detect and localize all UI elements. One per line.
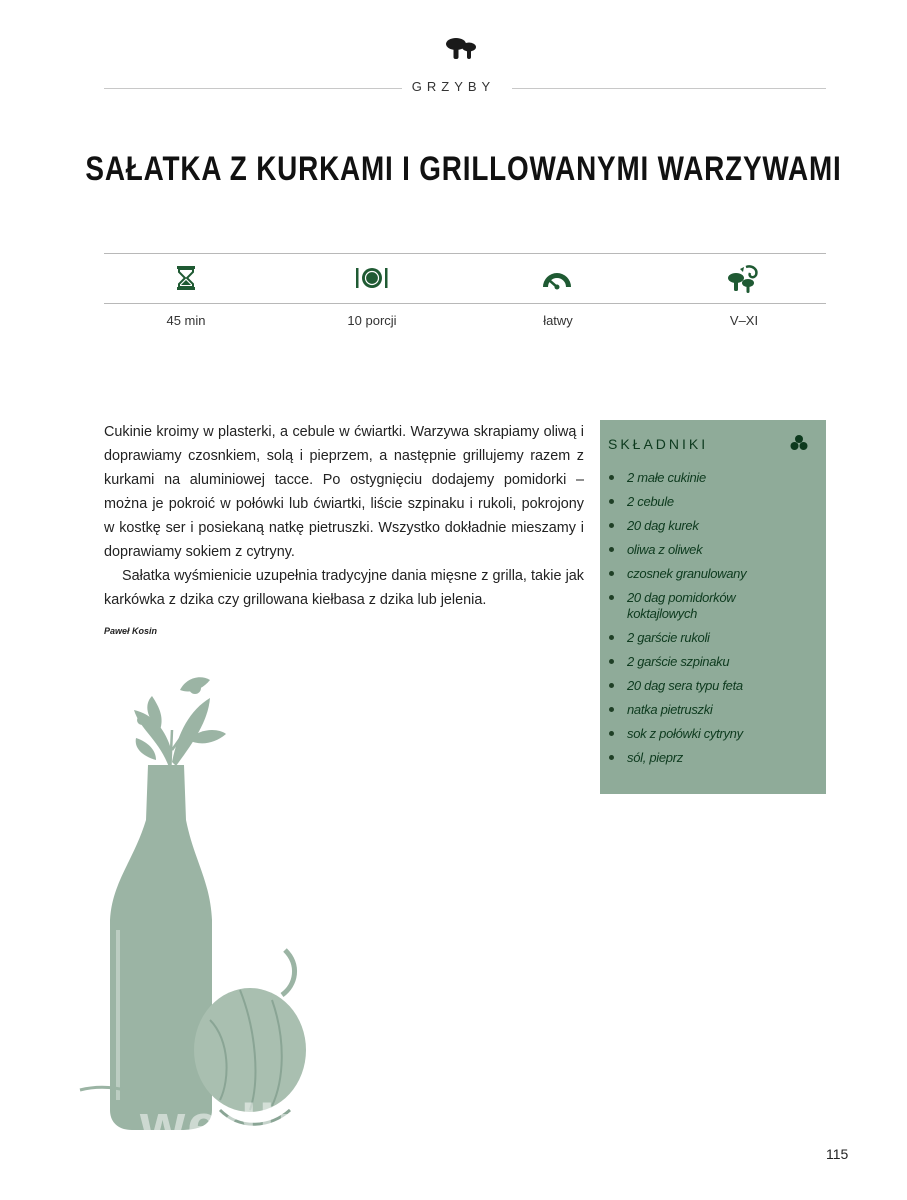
ingredients-title: SKŁADNIKI — [608, 436, 709, 452]
bullet-icon — [609, 755, 614, 760]
instructions-paragraph-2: Sałatka wyśmienicie uzupełnia tradycyjne dania mięsne z grilla, takie jak karkówka z dzika czy grillowana kiełbasa z dzika lub jelenia. — [104, 568, 584, 608]
bullet-icon — [609, 731, 614, 736]
info-rule-top — [104, 253, 826, 254]
bullet-icon — [609, 499, 614, 504]
recipe-instructions — [104, 420, 584, 612]
info-rule-bottom — [104, 303, 826, 304]
time-value: 45 min — [166, 313, 206, 328]
list-item: 20 dag pomidorków koktajlowych — [608, 590, 777, 622]
bullet-icon — [609, 707, 614, 712]
recipe-title: SAŁATKA Z KURKAMI I GRILLOWANYMI WARZYWAMI — [85, 150, 842, 188]
bullet-icon — [609, 475, 614, 480]
list-item: czosnek granulowany — [608, 566, 818, 582]
list-item: sól, pieprz — [608, 750, 818, 766]
list-item: 20 dag sera typu feta — [608, 678, 818, 694]
clover-icon — [790, 434, 808, 452]
difficulty-gauge-icon — [539, 265, 575, 291]
list-item: oliwa z oliwek — [608, 542, 818, 558]
list-item: sok z połówki cytryny — [608, 726, 818, 742]
bullet-icon — [609, 523, 614, 528]
servings-value: 10 porcji — [347, 313, 397, 328]
bullet-icon — [609, 659, 614, 664]
author-name: Paweł Kosin — [104, 626, 158, 636]
mushroom-icon — [443, 34, 479, 62]
list-item: 2 cebule — [608, 494, 818, 510]
ingredients-list — [608, 470, 818, 774]
mushroom-leaf-icon — [726, 265, 760, 295]
list-item: natka pietruszki — [608, 702, 818, 718]
list-item: 2 małe cukinie — [608, 470, 818, 486]
plate-cutlery-icon — [354, 265, 390, 291]
instructions-paragraph-1: Cukinie kroimy w plasterki, a cebule w ćwiartki. Warzywa skrapiamy oliwą i doprawiamy czosnkiem, solą i pieprzem, a następnie grillujemy razem z kurkami na aluminiowej tacce. Po ostygnięciu dodajemy pomidorki – można je pokroić w połówki lub ćwiartki, liście szpinaku i rukoli, pokrojony w kostkę ser i posiekaną natkę pietruszki. Wszystko dokładnie mieszamy i doprawiamy sokiem z cytryny. — [104, 424, 584, 560]
bullet-icon — [609, 635, 614, 640]
bullet-icon — [609, 683, 614, 688]
bottle-onion-illustration — [60, 670, 340, 1150]
list-item: 20 dag kurek — [608, 518, 818, 534]
section-label: GRZYBY — [0, 79, 907, 94]
difficulty-value: łatwy — [543, 313, 573, 328]
bullet-icon — [609, 571, 614, 576]
page-number: 115 — [826, 1146, 849, 1162]
bullet-icon — [609, 547, 614, 552]
bullet-icon — [609, 595, 614, 600]
watermark: wedlinydomowe.pl — [140, 1093, 688, 1158]
list-item: 2 garście szpinaku — [608, 654, 818, 670]
hourglass-icon — [176, 265, 196, 291]
season-value: V–XI — [729, 313, 759, 328]
list-item: 2 garście rukoli — [608, 630, 818, 646]
